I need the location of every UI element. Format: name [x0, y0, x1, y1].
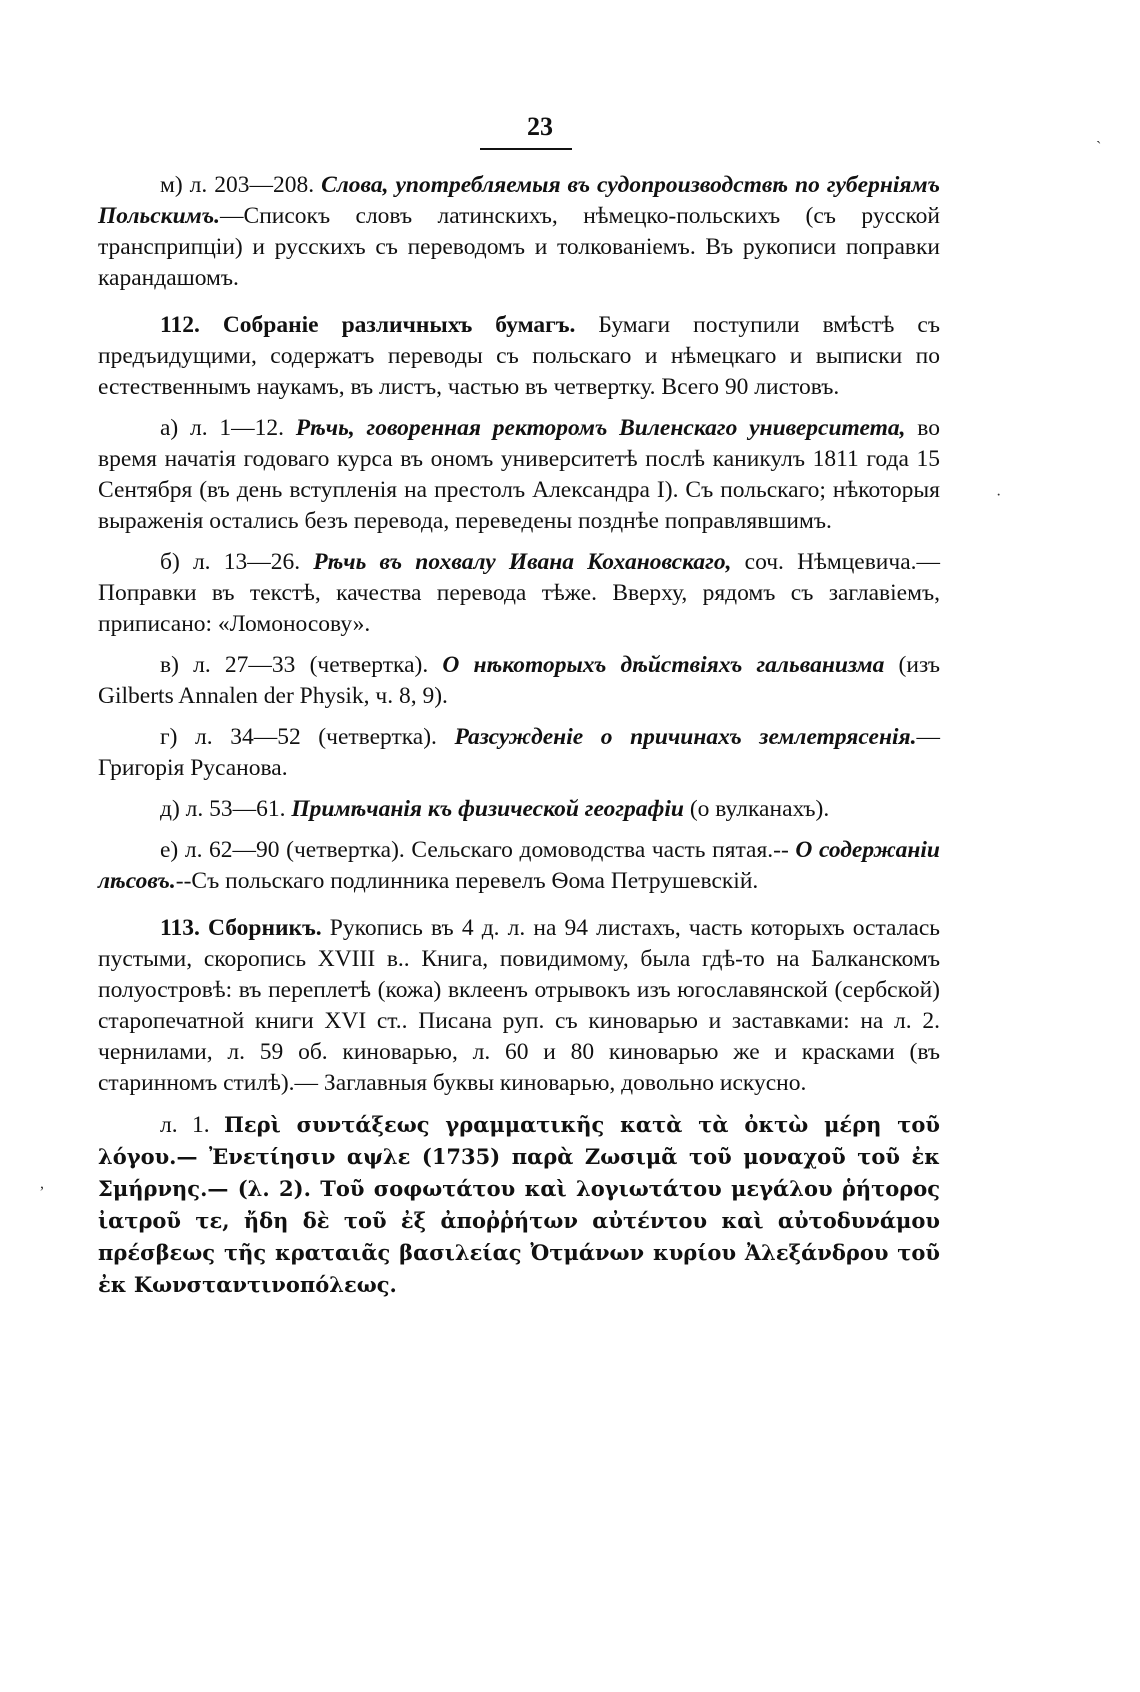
entry-112-b [98, 547, 940, 640]
entry-112-v-title: О нѣкоторыхъ дѣйствіяхъ гальванизма [442, 652, 885, 678]
entry-112-a-lead: а) л. 1—12. [160, 415, 296, 441]
entry-112-heading: 112. Собраніе различныхъ бумагъ. [160, 312, 576, 338]
entry-113-l1-greek-text: Περὶ συντάξεως γραμματικῆς κατὰ τὰ ὀκτὼ μέρη τοῦ λόγου.— Ἐνετίησιν αψλε (1735) παρὰ Ζωσιμᾶ τοῦ μοναχοῦ τοῦ ἐκ Σμήρνης.— (λ. 2). Τοῦ σοφωτάτου καὶ λογιωτάτου μεγάλου ῥήτορος ἰατροῦ τε, ἤδη δὲ τοῦ ἐξ ἀποῤῥήτων αὐτέντου καὶ αὐτοδυνάμου πρέσβεως τῆς κραταιᾶς βασιλείας Ὀτμάνων κυρίου Ἀλεξάνδρου τοῦ ἐκ Κωνσταντινοπόλεως. [98, 1112, 940, 1297]
entry-112-d-lead: д) л. 53—61. [160, 796, 292, 822]
page-number: 23 [527, 112, 553, 141]
entry-112-v-lead: в) л. 27—33 (четвертка). [160, 652, 443, 678]
entry-112-d-text: (о вулканахъ). [683, 796, 830, 822]
scan-speck: · [996, 487, 1002, 504]
page-number-rule [480, 148, 572, 150]
entry-112-a [98, 413, 940, 537]
entry-m-title: Слова, употребляемыя въ судопроизводствѣ по губерніямъ Польскимъ. [98, 172, 940, 229]
scan-speck: , [40, 1175, 44, 1192]
entry-112-g [98, 722, 940, 784]
entry-112-b-text: соч. Нѣмцевича.—Поправки въ текстѣ, качества перевода тѣже. Вверху, рядомъ съ заглавіемъ, приписано: «Ломоносову». [98, 549, 940, 637]
entry-113 [98, 913, 940, 1099]
entry-112-b-lead: б) л. 13—26. [160, 549, 314, 575]
entry-m-lead: м) л. 203—208. [160, 172, 322, 198]
entry-112-g-title: Разсужденіе о причинахъ землетрясенія. [454, 724, 917, 750]
entry-113-l1 [98, 1109, 940, 1301]
entry-m-text: —Списокъ словъ латинскихъ, нѣмецко-польскихъ (съ русской трансприпціи) и русскихъ съ переводомъ и толкованіемъ. Въ рукописи поправки карандашомъ. [98, 203, 940, 291]
entry-112-e-title: О содержаніи лѣсовъ. [98, 837, 940, 894]
entry-m [98, 170, 940, 294]
entry-113-l1-lead: л. 1. [160, 1112, 225, 1138]
entry-112-e-lead: е) л. 62—90 (четвертка). Сельскаго домоводства часть пятая.-- [160, 837, 796, 863]
entry-112-d-title: Примѣчанія къ физической географіи [291, 796, 684, 822]
entry-112-e-text: --Съ польскаго подлинника перевелъ Ѳома Петрушевскій. [175, 868, 759, 894]
entry-112-g-text: —Григорія Русанова. [98, 724, 941, 781]
entry-112-e [98, 835, 940, 897]
entry-112-b-title: Рѣчь въ похвалу Ивана Кохановскаго, [313, 549, 732, 575]
page-body [98, 170, 940, 1311]
entry-112-v-text: (изъ Gilberts Annalen der Physik, ч. 8, 9). [98, 652, 940, 709]
entry-112-text: Бумаги поступили вмѣстѣ съ предъидущими, содержатъ переводы съ польскаго и нѣмецкаго и выписки по естественнымъ наукамъ, въ листъ, частью въ четвертку. Всего 90 листовъ. [98, 312, 940, 400]
entry-112-d [98, 794, 940, 825]
entry-113-heading: 113. Сборникъ. [160, 915, 322, 941]
entry-112-a-text: во время начатія годоваго курса въ ономъ университетѣ послѣ каникулъ 1811 года 15 Сентября (въ день вступленія на престолъ Александра I). Съ польскаго; нѣкоторыя выраженія остались безъ перевода, переведены позднѣе поправлявшимъ. [98, 415, 940, 534]
entry-112-g-lead: г) л. 34—52 (четвертка). [160, 724, 455, 750]
scan-speck: ` [1096, 139, 1102, 156]
entry-112 [98, 310, 940, 403]
entry-112-a-title: Рѣчь, говоренная ректоромъ Виленскаго университета, [295, 415, 906, 441]
entry-112-v [98, 650, 940, 712]
entry-113-text: Рукопись въ 4 д. л. на 94 листахъ, часть которыхъ осталась пустыми, скоропись XVIII в.. Книга, повидимому, была гдѣ-то на Балканскомъ полуостровѣ: въ переплетѣ (кожа) вклеенъ отрывокъ изъ югославянской (сербской) старопечатной книги XVI ст.. Писана руп. съ киноварью и заставками: на л. 2. чернилами, л. 59 об. киноварью, л. 60 и 80 киноварью же и красками (въ старинномъ стилѣ).— Заглавныя буквы киноварью, довольно искусно. [98, 915, 940, 1096]
